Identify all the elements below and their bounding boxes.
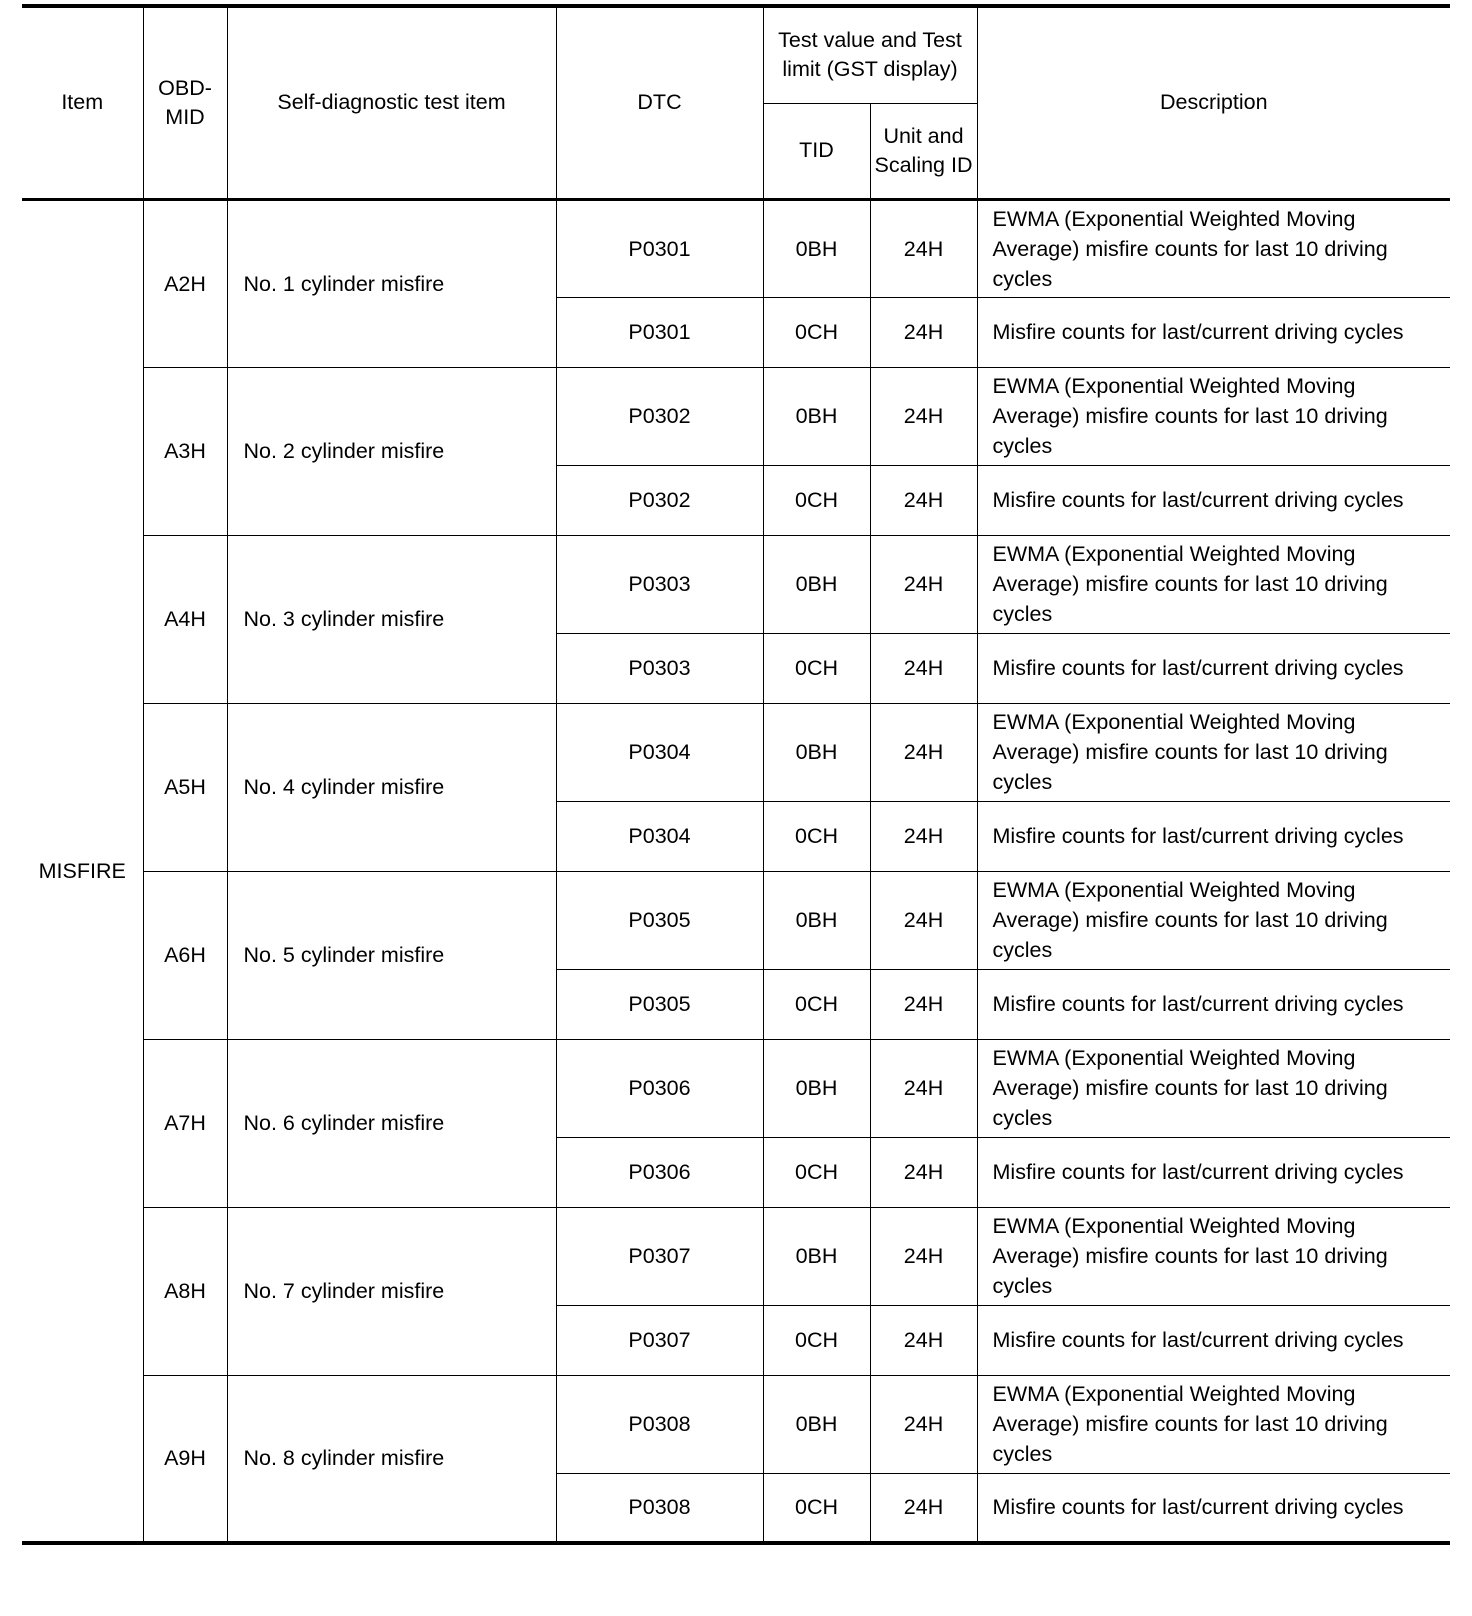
obd-mid-cell: A2H — [143, 199, 227, 367]
header-test-item: Self-diagnostic test item — [227, 6, 556, 199]
header-dtc: DTC — [556, 6, 763, 199]
unit-scaling-cell: 24H — [870, 297, 977, 367]
test-item-cell: No. 1 cylinder misfire — [227, 199, 556, 367]
description-cell: EWMA (Exponential Weighted Moving Average) misfire counts for last 10 driving cycles — [977, 535, 1450, 633]
tid-cell: 0CH — [763, 1137, 870, 1207]
tid-cell: 0CH — [763, 969, 870, 1039]
description-cell: Misfire counts for last/current driving cycles — [977, 969, 1450, 1039]
dtc-cell: P0306 — [556, 1137, 763, 1207]
test-item-cell: No. 2 cylinder misfire — [227, 367, 556, 535]
obd-mid-cell: A8H — [143, 1207, 227, 1375]
dtc-cell: P0308 — [556, 1375, 763, 1473]
dtc-cell: P0308 — [556, 1473, 763, 1543]
unit-scaling-cell: 24H — [870, 1375, 977, 1473]
description-cell: EWMA (Exponential Weighted Moving Average) misfire counts for last 10 driving cycles — [977, 199, 1450, 297]
header-obd-mid: OBD-MID — [143, 6, 227, 199]
tid-cell: 0BH — [763, 703, 870, 801]
dtc-cell: P0302 — [556, 465, 763, 535]
description-cell: Misfire counts for last/current driving cycles — [977, 801, 1450, 871]
dtc-cell: P0304 — [556, 801, 763, 871]
description-cell: EWMA (Exponential Weighted Moving Average) misfire counts for last 10 driving cycles — [977, 703, 1450, 801]
table-row — [22, 703, 1450, 801]
tid-cell: 0CH — [763, 1473, 870, 1543]
table-row — [22, 199, 1450, 297]
dtc-cell: P0301 — [556, 297, 763, 367]
tid-cell: 0CH — [763, 297, 870, 367]
obd-mid-cell: A6H — [143, 871, 227, 1039]
obd-mid-cell: A4H — [143, 535, 227, 703]
table-row — [22, 535, 1450, 633]
misfire-test-table — [22, 4, 1450, 1545]
description-cell: Misfire counts for last/current driving cycles — [977, 1137, 1450, 1207]
header-test-value-group: Test value and Test limit (GST display) — [763, 6, 977, 103]
dtc-cell: P0305 — [556, 871, 763, 969]
unit-scaling-cell: 24H — [870, 871, 977, 969]
dtc-cell: P0302 — [556, 367, 763, 465]
description-cell: EWMA (Exponential Weighted Moving Average) misfire counts for last 10 driving cycles — [977, 1039, 1450, 1137]
obd-mid-cell: A7H — [143, 1039, 227, 1207]
dtc-cell: P0301 — [556, 199, 763, 297]
description-cell: EWMA (Exponential Weighted Moving Average) misfire counts for last 10 driving cycles — [977, 1375, 1450, 1473]
header-tid: TID — [763, 103, 870, 199]
description-cell: EWMA (Exponential Weighted Moving Average) misfire counts for last 10 driving cycles — [977, 367, 1450, 465]
unit-scaling-cell: 24H — [870, 703, 977, 801]
table-row — [22, 871, 1450, 969]
table-body — [22, 199, 1450, 1543]
unit-scaling-cell: 24H — [870, 801, 977, 871]
description-cell: Misfire counts for last/current driving cycles — [977, 465, 1450, 535]
dtc-cell: P0304 — [556, 703, 763, 801]
test-item-cell: No. 8 cylinder misfire — [227, 1375, 556, 1543]
tid-cell: 0BH — [763, 535, 870, 633]
unit-scaling-cell: 24H — [870, 199, 977, 297]
table-row — [22, 1375, 1450, 1473]
description-cell: Misfire counts for last/current driving cycles — [977, 1473, 1450, 1543]
dtc-cell: P0305 — [556, 969, 763, 1039]
dtc-cell: P0303 — [556, 633, 763, 703]
header-description: Description — [977, 6, 1450, 199]
obd-mid-cell: A9H — [143, 1375, 227, 1543]
obd-mid-cell: A3H — [143, 367, 227, 535]
tid-cell: 0BH — [763, 1207, 870, 1305]
dtc-cell: P0306 — [556, 1039, 763, 1137]
unit-scaling-cell: 24H — [870, 969, 977, 1039]
description-cell: Misfire counts for last/current driving cycles — [977, 297, 1450, 367]
tid-cell: 0CH — [763, 1305, 870, 1375]
description-cell: EWMA (Exponential Weighted Moving Average) misfire counts for last 10 driving cycles — [977, 871, 1450, 969]
unit-scaling-cell: 24H — [870, 1207, 977, 1305]
dtc-cell: P0307 — [556, 1207, 763, 1305]
tid-cell: 0BH — [763, 199, 870, 297]
unit-scaling-cell: 24H — [870, 1039, 977, 1137]
unit-scaling-cell: 24H — [870, 535, 977, 633]
header-unit-scaling: Unit and Scaling ID — [870, 103, 977, 199]
tid-cell: 0BH — [763, 1039, 870, 1137]
dtc-cell: P0303 — [556, 535, 763, 633]
unit-scaling-cell: 24H — [870, 367, 977, 465]
test-item-cell: No. 3 cylinder misfire — [227, 535, 556, 703]
tid-cell: 0CH — [763, 465, 870, 535]
item-cell: MISFIRE — [22, 199, 143, 1543]
header-item: Item — [22, 6, 143, 199]
tid-cell: 0CH — [763, 801, 870, 871]
table-row — [22, 367, 1450, 465]
tid-cell: 0BH — [763, 367, 870, 465]
table-row — [22, 1039, 1450, 1137]
tid-cell: 0CH — [763, 633, 870, 703]
unit-scaling-cell: 24H — [870, 1473, 977, 1543]
description-cell: EWMA (Exponential Weighted Moving Average) misfire counts for last 10 driving cycles — [977, 1207, 1450, 1305]
description-cell: Misfire counts for last/current driving cycles — [977, 1305, 1450, 1375]
test-item-cell: No. 4 cylinder misfire — [227, 703, 556, 871]
test-item-cell: No. 6 cylinder misfire — [227, 1039, 556, 1207]
unit-scaling-cell: 24H — [870, 465, 977, 535]
unit-scaling-cell: 24H — [870, 1305, 977, 1375]
table-row — [22, 1207, 1450, 1305]
unit-scaling-cell: 24H — [870, 1137, 977, 1207]
dtc-cell: P0307 — [556, 1305, 763, 1375]
description-cell: Misfire counts for last/current driving cycles — [977, 633, 1450, 703]
tid-cell: 0BH — [763, 1375, 870, 1473]
tid-cell: 0BH — [763, 871, 870, 969]
unit-scaling-cell: 24H — [870, 633, 977, 703]
test-item-cell: No. 7 cylinder misfire — [227, 1207, 556, 1375]
test-item-cell: No. 5 cylinder misfire — [227, 871, 556, 1039]
obd-mid-cell: A5H — [143, 703, 227, 871]
